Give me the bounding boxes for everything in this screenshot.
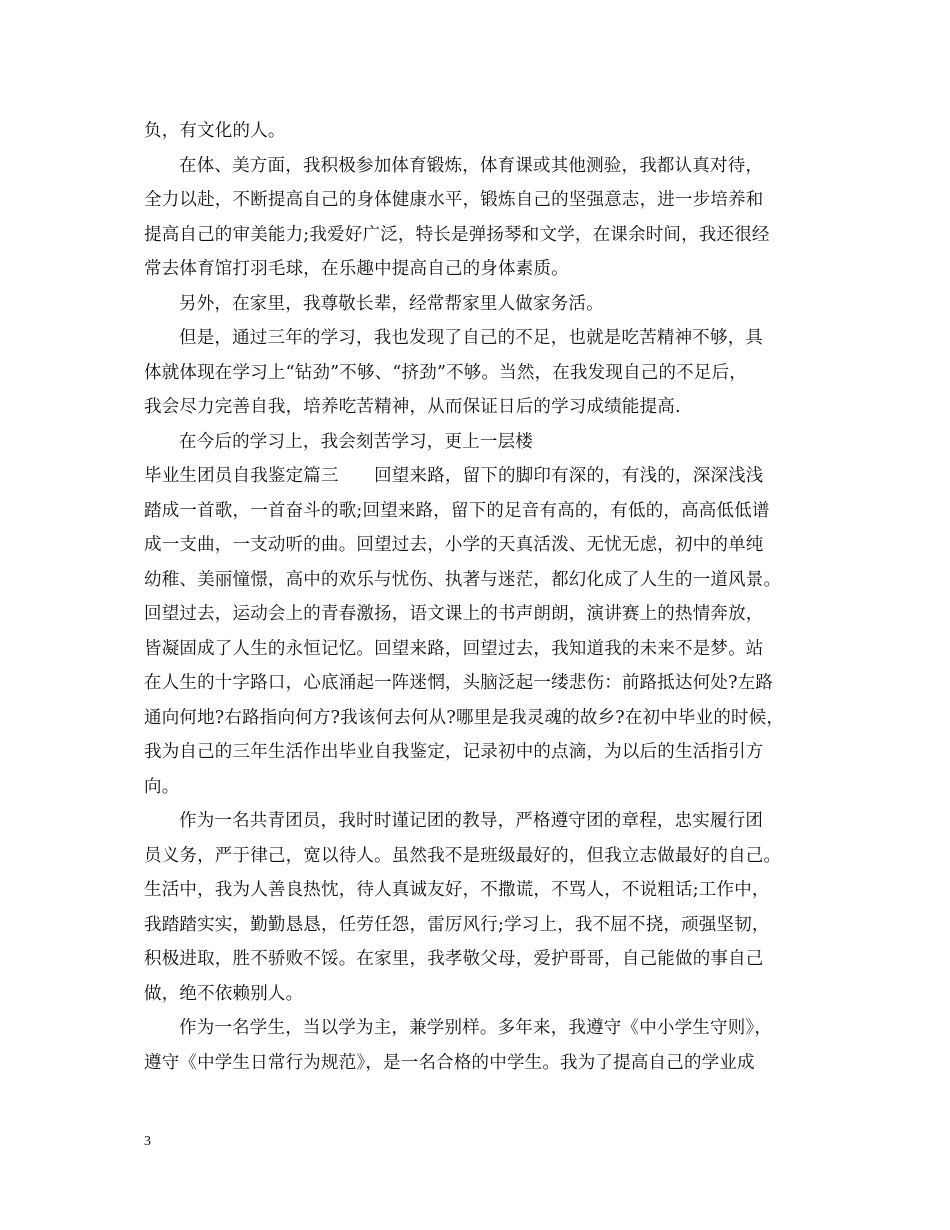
text-line: 积极进取，胜不骄败不馁。在家里，我孝敬父母，爱护哥哥，自己能做的事自己 (144, 949, 764, 969)
page-number: 3 (144, 1134, 151, 1149)
text-line: 通向何地?右路指向何方?我该何去何从?哪里是我灵魂的故乡?在初中毕业的时候， (144, 707, 785, 728)
text-line: 幼稚、美丽憧憬，高中的欢乐与忧伤、执著与迷茫，都幻化成了人生的一道风景。 (144, 569, 782, 590)
text-line: 我为自己的三年生活作出毕业自我鉴定，记录初中的点滴，为以后的生活指引方 (144, 742, 764, 762)
text-line: 体就体现在学习上“钻劲”不够、“挤劲”不够。当然，在我发现自己的不足后， (144, 362, 747, 383)
text-line: 踏成一首歌，一首奋斗的歌;回望来路，留下的足音有高的，有低的，高高低低谱 (144, 500, 770, 521)
text-line: 做，绝不依赖别人。 (144, 983, 304, 1004)
text-line: 成一支曲，一支动听的曲。回望过去，小学的天真活泼、无忧无虑，初中的单纯 (144, 535, 764, 555)
text-line: 在体、美方面，我积极参加体育锻炼，体育课或其他测验，我都认真对待， (179, 155, 764, 176)
text-line: 毕业生团员自我鉴定篇三 回望来路，留下的脚印有深的，有浅的，深深浅浅 (144, 466, 764, 486)
text-line: 作为一名共青团员，我时时谨记团的教导，严格遵守团的章程，忠实履行团 (179, 811, 764, 831)
text-line: 负，有文化的人。 (144, 121, 286, 141)
text-line: 皆凝固成了人生的永恒记忆。回望来路，回望过去，我知道我的未来不是梦。站 (144, 638, 764, 659)
text-line: 另外，在家里，我尊敬长辈，经常帮家里人做家务活。 (179, 293, 604, 314)
text-line: 在人生的十字路口，心底涌起一阵迷惘，头脑泛起一缕悲伤：前路抵达何处?左路 (144, 673, 774, 693)
text-line: 提高自己的审美能力;我爱好广泛，特长是弹扬琴和文学，在课余时间，我还很经 (144, 224, 770, 245)
text-line: 我踏踏实实，勤勤恳恳，任劳任怨，雷厉风行;学习上，我不屈不挠，顽强坚韧， (144, 914, 770, 935)
text-line: 生活中，我为人善良热忱，待人真诚友好，不撒谎，不骂人，不说粗话;工作中， (144, 880, 770, 900)
text-line: 员义务，严于律己，宽以待人。虽然我不是班级最好的，但我立志做最好的自己。 (144, 845, 782, 866)
text-line: 回望过去，运动会上的青春激扬，语文课上的书声朗朗，演讲赛上的热情奔放， (144, 604, 764, 624)
text-line: 向。 (144, 776, 180, 797)
body-text (144, 114, 824, 1080)
text-line: 常去体育馆打羽毛球，在乐趣中提高自己的身体素质。 (144, 259, 569, 279)
text-line: 遵守《中学生日常行为规范》，是一名合格的中学生。我为了提高自己的学业成 (144, 1052, 755, 1073)
text-line: 作为一名学生，当以学为主，兼学别样。多年来，我遵守《中小学生守则》， (179, 1018, 773, 1038)
text-line: 我会尽力完善自我，培养吃苦精神，从而保证日后的学习成绩能提高. (144, 397, 681, 417)
text-line: 全力以赴，不断提高自己的身体健康水平，锻炼自己的坚强意志，进一步培养和 (144, 190, 764, 210)
text-line: 但是，通过三年的学习，我也发现了自己的不足，也就是吃苦精神不够，具 (179, 328, 764, 348)
text-line: 在今后的学习上，我会刻苦学习，更上一层楼 (179, 431, 533, 452)
